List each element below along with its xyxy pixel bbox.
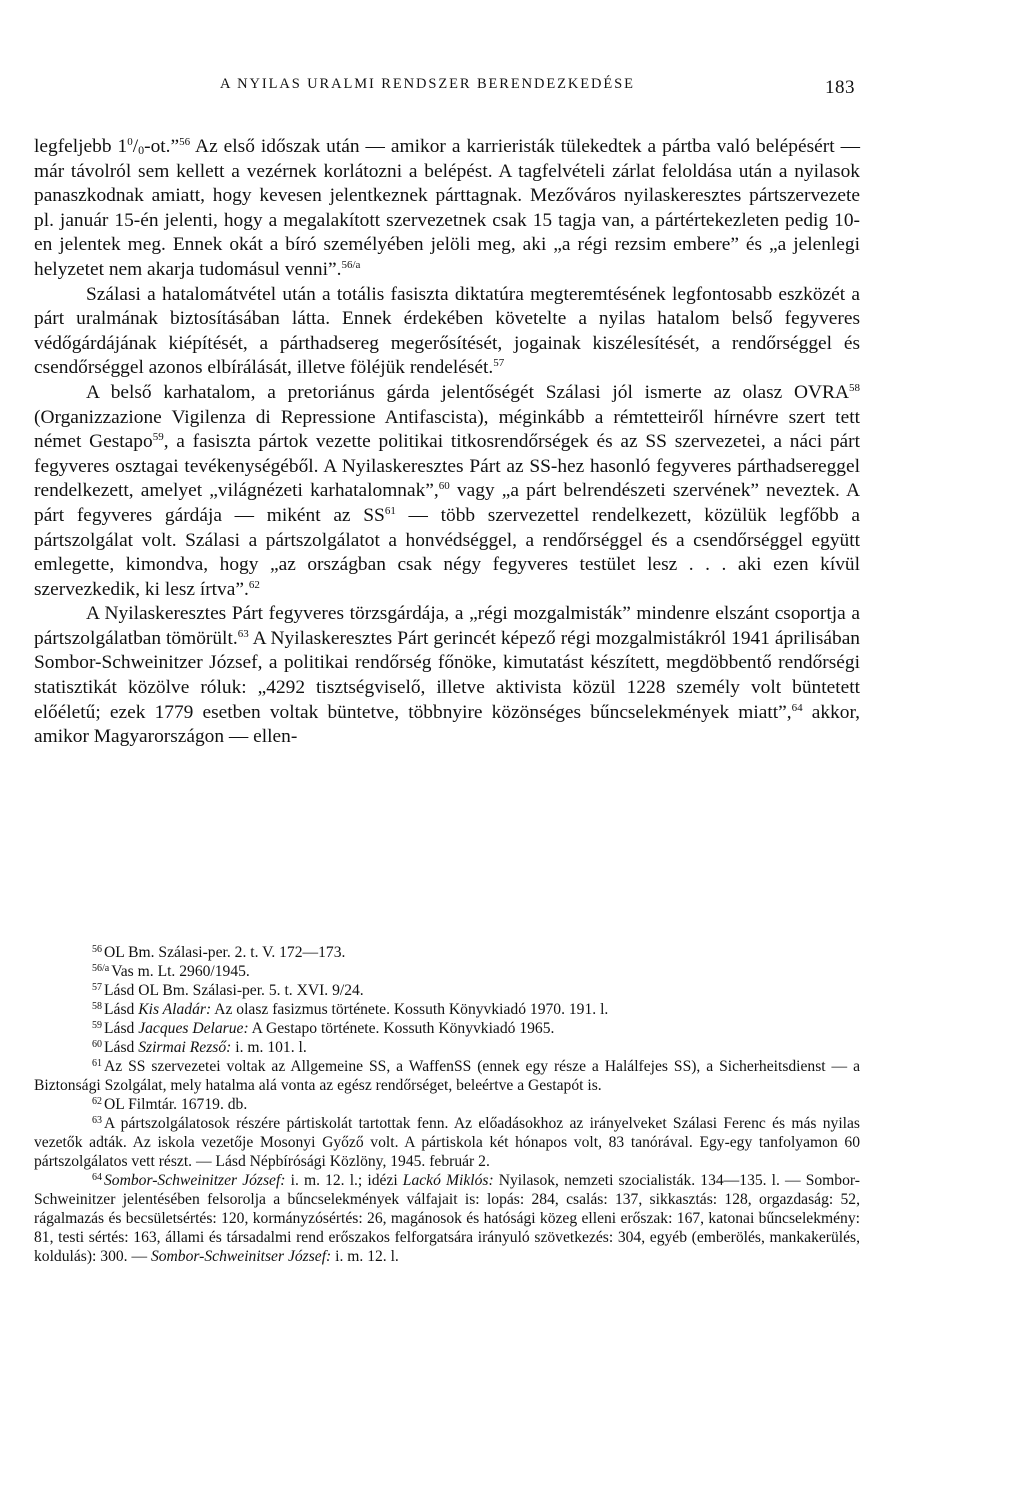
footnote-ref-61: 61 — [384, 504, 396, 517]
footnote-57: $^{57}$ Lásd OL Bm. Szálasi-per. 5. t. XVI. 9/24. — [92, 982, 364, 999]
footnote-ref-56a: 56/a — [341, 258, 361, 271]
footnote-ref-56: 56 — [179, 136, 191, 148]
paragraph-3: A belső karhatalom, a pretoriánus gárda jelentőségét Szálasi jól ismerte az olasz OVRA$^{58}$ (Organizzazione Vigilenza di Repressione Antifascista), méginkább a rémtetteiről hírnévre szert tett német Gestapo$^{59}$, a fasiszta pártok vezette politikai titkosrendőrségek és az SS szervezetei, a náci párt fegyveres osztagai tevékenységéből. A Nyilaskeresztes Párt az SS-hez hasonló fegyveres párthadsereggel rendelkezett, amelyet „világnézeti karhatalomnak”,$^{60}$ vagy „a párt belrendészeti szervének” neveztek. A párt fegyveres gárdája — miként az SS$^{61}$ — több szervezettel rendelkezett, közülük legfőbb a pártszolgálat volt. Szálasi a pártszolgálatot a honvédséggel, a rendőrséggel és a csendőrséggel együtt emlegette, kimondva, hogy „az országban csak négy fegyveres testület lesz . . . aki ezen kívül szervezkedik, ki lesz írtva”.$^{62}$ — [34, 381, 860, 600]
footnotes — [34, 943, 860, 1266]
footnote-56a: $^{56/a}$ Vas m. Lt. 2960/1945. — [92, 963, 250, 980]
footnote-60: $^{60}$ Lásd Szirmai Rezső: i. m. 101. l. — [92, 1039, 307, 1056]
footnote-ref-60: 60 — [438, 480, 450, 493]
paragraph-4: A Nyilaskeresztes Párt fegyveres törzsgárdája, a „régi mozgalmisták” mindenre elszánt csoportja a pártszolgálatban tömörült.$^{63}$ A Nyilaskeresztes Párt gerincét képező régi mozgalmistákról 1941 áprilisában Sombor-Schweinitzer József, a politikai rendőrség főnöke, kimutatást készített, megdöbbentő rendőrségi statisztikát közölve róluk: „4292 tisztségviselő, illetve aktivista közül 1228 személy volt büntetett előéletű; ezek 1779 esetben voltak büntetve, többnyire közönséges bűncselekmények miatt”,$^{64}$ akkor, amikor Magyarországon — ellen- — [34, 603, 860, 748]
footnote-ref-58: 58 — [849, 381, 860, 394]
footnote-ref-59: 59 — [152, 431, 164, 444]
footnote-64: $^{64}$ Sombor-Schweinitzer József: i. m. 12. l.; idézi Lackó Miklós: Nyilasok, nemzeti szocialisták. 134—135. l. — Sombor-Schweinitzer jelentésében felsorolja a bűncselekmények válfajait is: lopás: 284, csalás: 137, sikkasztás: 128, orgazdaság: 52, rágalmazás és becsületsértés: 120, kormányzósértés: 26, magánosok és hatósági közeg elleni erőszak: 167, katonai bűncselekmény: 81, testi sértés: 163, állami és társadalmi rend erőszakos felforgatsára irányuló szövetkezés: 304, egyéb (emberölés, mankakerülés, koldulás): 300. — Sombor-Schweinitser József: i. m. 12. l. — [34, 1172, 860, 1265]
main-text — [34, 135, 860, 750]
footnote-ref-63: 63 — [237, 627, 249, 640]
footnote-56: $^{56}$ OL Bm. Szálasi-per. 2. t. V. 172—173. — [92, 944, 346, 961]
footnote-ref-62: 62 — [248, 578, 260, 591]
footnote-58: $^{58}$ Lásd Kis Aladár: Az olasz fasizmus története. Kossuth Könyvkiadó 1970. 191. l. — [92, 1001, 609, 1018]
footnote-59: $^{59}$ Lásd Jacques Delarue: A Gestapo története. Kossuth Könyvkiadó 1965. — [92, 1020, 555, 1037]
page-number: 183 — [825, 77, 855, 98]
footnote-62: $^{62}$ OL Filmtár. 16719. db. — [92, 1096, 248, 1113]
paragraph-1: legfeljebb $1^0/_0-ot.”^{56}$ Az első időszak után — amikor a karrieristák tülekedtek a pártba való belépésért — már távolról sem kellett a vezérnek korlátozni a belépést. A tagfelvételi zárlat feloldása után a nyilasok panaszkodnak amiatt, hogy kevesen jelentkeznek párttagnak. Mezőváros nyilaskeresztes pártszervezete pl. január 15-én jelenti, hogy a megalakított szervezetnek csak 15 tagja van, a pártértekezleten pedig 10-en jelentek meg. Ennek okát a bíró személyében jelöli meg, aki „a régi rezsim embere” és „a jelenlegi helyzetet nem akarja tudomásul venni”.$^{56/a}$ — [34, 136, 860, 280]
footnote-63: $^{63}$ A pártszolgálatosok részére pártiskolát tartottak fenn. Az előadásokhoz az irányelveket Szálasi Ferenc és más nyilas vezetők adták. Az iskola vezetője Mosonyi Győző volt. A pártiskola két hónapos volt, 83 tanórával. Egy-egy tanfolyamon 60 pártszolgálatos vett részt. — Lásd Népbírósági Közlöny, 1945. február 2. — [34, 1115, 860, 1170]
footnote-ref-64: 64 — [791, 701, 803, 714]
running-title: A NYILAS URALMI RENDSZER BERENDEZKEDÉSE — [220, 76, 635, 92]
running-header — [0, 76, 1024, 100]
paragraph-2: Szálasi a hatalomátvétel után a totális fasiszta diktatúra megteremtésének legfontosabb eszközét a párt uralmának biztosításában látta. Ennek érdekében követelte a nyilas hatalom belső fegyveres védőgárdájának kiépítését, a párthadsereg megerősítését, jogainak kiszélesítését, a rendőrséggel és csendőrséggel azonos elbírálását, illetve föléjük rendelését.$^{57}$ — [34, 283, 860, 379]
footnote-ref-57: 57 — [493, 357, 505, 370]
footnote-61: $^{61}$ Az SS szervezetei voltak az Allgemeine SS, a WaffenSS (ennek egy része a Halálfejes SS), a Sicherheitsdienst — a Biztonsági Szolgálat, mely hatalma alá vonta az egész rendőrséget, beleértve a Gestapót is. — [34, 1058, 860, 1094]
